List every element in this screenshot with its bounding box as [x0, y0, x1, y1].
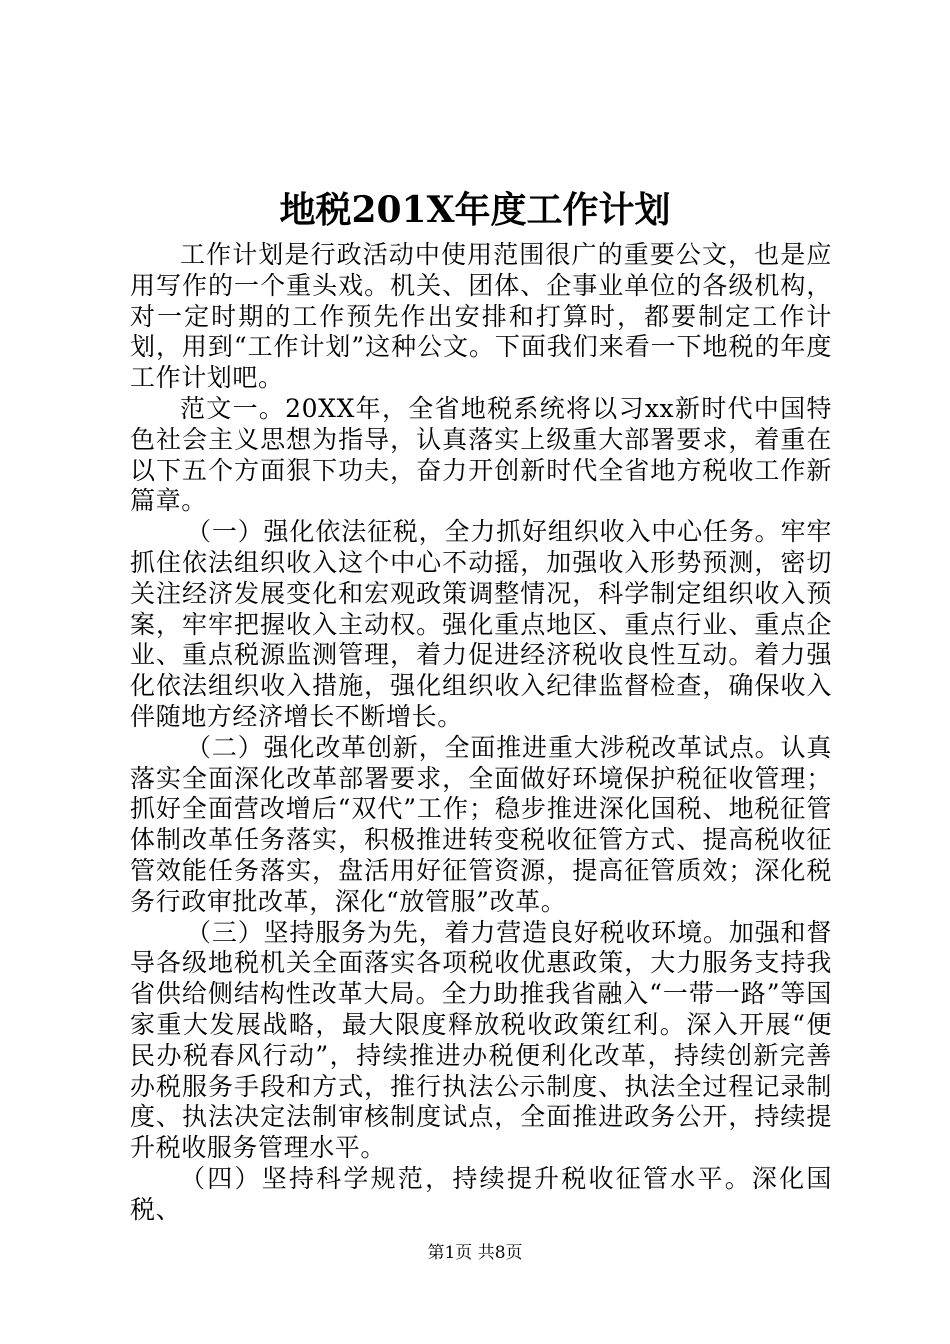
- paragraph-intro: 工作计划是行政活动中使用范围很广的重要公文，也是应用写作的一个重头戏。机关、团体、企事业单位的各级机构，对一定时期的工作预先作出安排和打算时，都要制定工作计划，用到“工作计划”这种公文。下面我们来看一下地税的年度工作计划吧。: [130, 240, 832, 393]
- paragraph-sample-one: 范文一。20XX年，全省地税系统将以习xx新时代中国特色社会主义思想为指导，认真落实上级重大部署要求，着重在以下五个方面狠下功夫，奋力开创新时代全省地方税收工作新篇章。: [130, 393, 832, 516]
- document-body: [130, 240, 832, 1226]
- page-footer: 第1页 共8页: [427, 1243, 523, 1263]
- paragraph-section-3: （三）坚持服务为先，着力营造良好税收环境。加强和督导各级地税机关全面落实各项税收优惠政策，大力服务支持我省供给侧结构性改革大局。全力助推我省融入“一带一路”等国家重大发展战略，最大限度释放税收政策红利。深入开展“便民办税春风行动”，持续推进办税便利化改革，持续创新完善办税服务手段和方式，推行执法公示制度、执法全过程记录制度、执法决定法制审核制度试点，全面推进政务公开，持续提升税收服务管理水平。: [130, 917, 832, 1163]
- paragraph-section-1: （一）强化依法征税，全力抓好组织收入中心任务。牢牢抓住依法组织收入这个中心不动摇，加强收入形势预测，密切关注经济发展变化和宏观政策调整情况，科学制定组织收入预案，牢牢把握收入主动权。强化重点地区、重点行业、重点企业、重点税源监测管理，着力促进经济税收良性互动。着力强化依法组织收入措施，强化组织收入纪律监督检查，确保收入伴随地方经济增长不断增长。: [130, 517, 832, 731]
- page-title: 地税201X年度工作计划: [279, 189, 671, 231]
- paragraph-section-2: （二）强化改革创新，全面推进重大涉税改革试点。认真落实全面深化改革部署要求，全面做好环境保护税征收管理；抓好全面营改增后“双代”工作；稳步推进深化国税、地税征管体制改革任务落实，积极推进转变税收征管方式、提高税收征管效能任务落实，盘活用好征管资源，提高征管质效；深化税务行政审批改革，深化“放管服”改革。: [130, 732, 832, 916]
- paragraph-section-4: （四）坚持科学规范，持续提升税收征管水平。深化国税、: [130, 1163, 832, 1224]
